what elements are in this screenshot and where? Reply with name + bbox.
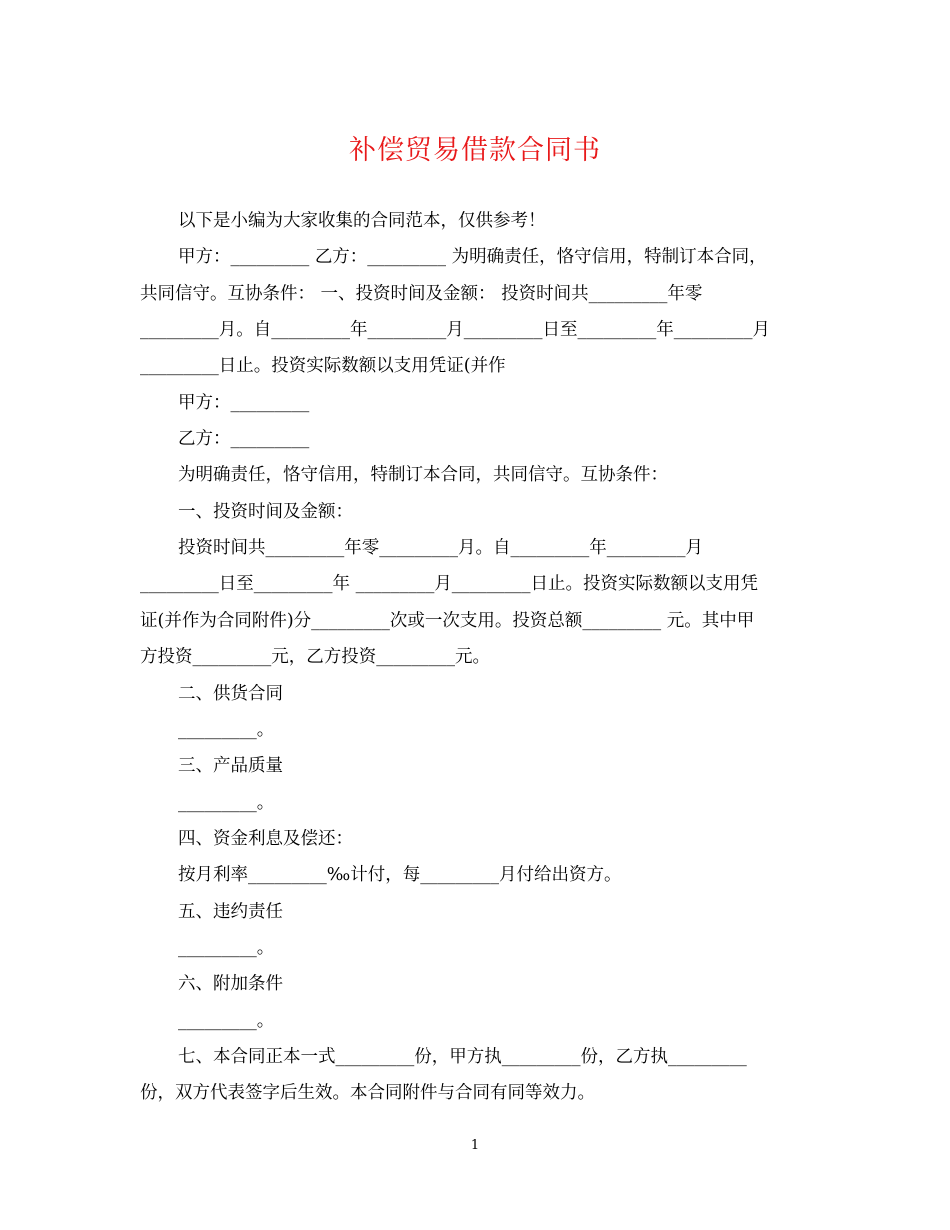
party-a-line: 甲方：_________	[178, 393, 310, 413]
section-heading: 五、违约责任	[178, 902, 283, 922]
section-heading: 四、资金利息及偿还：	[178, 829, 353, 849]
blank-line: _________。	[178, 720, 275, 740]
page-number: 1	[470, 1138, 480, 1153]
body-line: _________月。自_________年_________月_________日至_________年_________月	[140, 320, 770, 340]
section-heading: 一、投资时间及金额：	[178, 502, 353, 522]
body-line: 方投资_________元，乙方投资_________元。	[140, 647, 490, 667]
section-heading: 二、供货合同	[178, 684, 283, 704]
body-line: 七、本合同正本一式_________份，甲方执_________份，乙方执_________	[178, 1047, 747, 1067]
blank-line: _________。	[178, 1011, 275, 1031]
blank-line: _________。	[178, 793, 275, 813]
section-heading: 六、附加条件	[178, 974, 283, 994]
section-heading: 三、产品质量	[178, 756, 283, 776]
body-line: _________日止。投资实际数额以支用凭证(并作	[140, 356, 506, 376]
body-line: 份，双方代表签字后生效。本合同附件与合同有同等效力。	[140, 1083, 595, 1103]
body-line: 证(并作为合同附件)分_________次或一次支用。投资总额_________ 元。其中甲	[140, 611, 755, 631]
blank-line: _________。	[178, 938, 275, 958]
body-line: _________日至_________年 _________月_________日止。投资实际数额以支用凭	[140, 574, 759, 594]
body-line: 共同信守。互协条件： 一、投资时间及金额： 投资时间共_________年零	[140, 284, 703, 304]
intro-line: 以下是小编为大家收集的合同范本，仅供参考！	[178, 211, 546, 231]
body-line: 为明确责任，恪守信用，特制订本合同，共同信守。互协条件：	[178, 465, 668, 485]
body-line: 投资时间共_________年零_________月。自_________年_________月	[178, 538, 703, 558]
document-title: 补偿贸易借款合同书	[349, 135, 601, 166]
body-line: 甲方：_________ 乙方：_________ 为明确责任，恪守信用，特制订本合同，	[178, 247, 767, 267]
party-b-line: 乙方：_________	[178, 429, 310, 449]
body-line: 按月利率_________‰计付，每_________月付给出资方。	[178, 865, 622, 885]
